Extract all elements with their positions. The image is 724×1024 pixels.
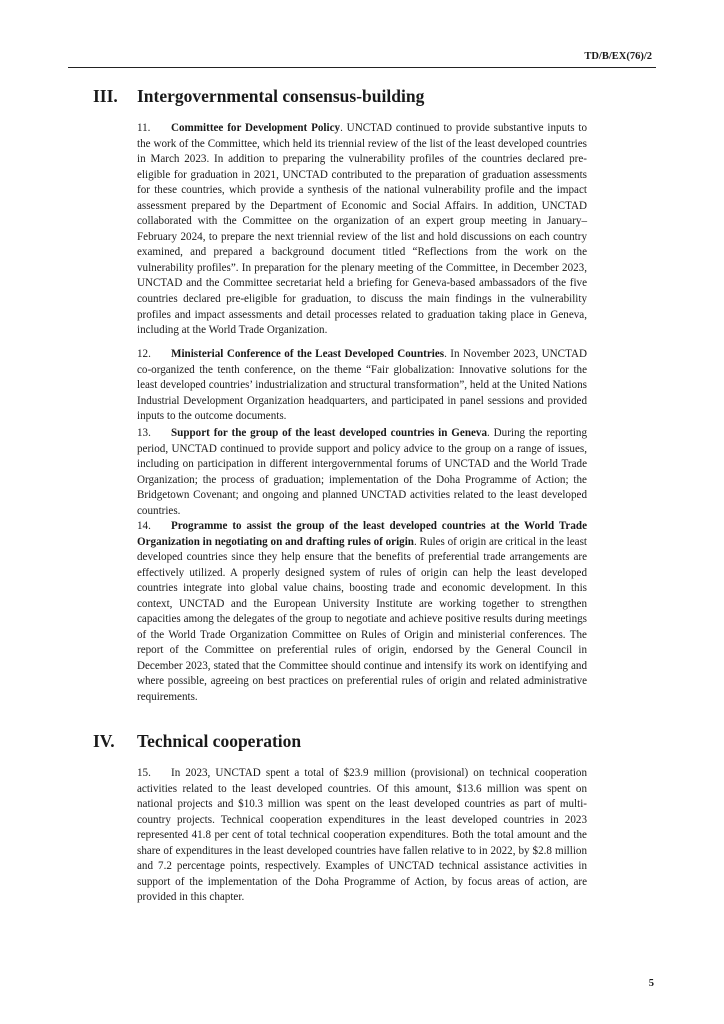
paragraph-heading: Committee for Development Policy [171, 122, 341, 134]
paragraph-number: 14. [137, 520, 151, 532]
document-symbol: TD/B/EX(76)/2 [584, 51, 652, 62]
paragraph-text: . During the reporting period, UNCTAD continued to provide support and policy advice to the group on a range of issues, including on participation in different intergovernmental forums of UNCTAD and the World Trade Organization; the process of graduation; implementation of the Doha Programme of Action; the Bridgetown Covenant; and ongoing and planned UNCTAD activities related to the least developed countries. [137, 427, 587, 517]
section-number: III. [93, 86, 118, 106]
paragraph-number: 15. [137, 767, 151, 779]
paragraph-text: . UNCTAD continued to provide substantive inputs to the work of the Committee, which held its triennial review of the list of the least developed countries in March 2023. In addition to preparing the vulnerability profiles of the countries declared pre-eligible for graduation in 2021, UNCTAD contributed to the preparation of graduation assessments for these countries, which provide a synthesis of the national vulnerability profile and the impact assessment prepared by the Department of Economic and Social Affairs. In addition, UNCTAD collaborated with the Committee on the organization of an expert group meeting in January–February 2024, to prepare the next triennial review of the list and hold discussions on each country examined, and prepared a background document titled “Reflections from the work on the vulnerability profiles”. In preparation for the plenary meeting of the Committee, in December 2023, UNCTAD and the Committee secretariat held a briefing for Geneva-based ambassadors of the five countries declared pre-eligible for graduation, to discuss the main findings in the vulnerability profiles and impact assessments and detail processes related to graduation taking place in Geneva, including at the World Trade Organization. [137, 122, 588, 337]
paragraph-13 [137, 426, 587, 519]
paragraph-heading: Programme to assist the group of the least developed countries at the World Trade Organization in negotiating on and drafting rules of origin [137, 520, 587, 548]
section-heading-iii [93, 86, 424, 107]
page-number: 5 [648, 978, 654, 989]
paragraph-number: 11. [137, 122, 151, 134]
paragraph-15 [137, 766, 587, 906]
paragraph-number: 13. [137, 427, 151, 439]
section-title: Intergovernmental consensus-building [137, 86, 425, 106]
paragraph-heading: Support for the group of the least developed countries in Geneva [171, 427, 488, 439]
paragraph-14 [137, 519, 587, 706]
paragraph-11 [137, 121, 587, 339]
paragraph-12 [137, 347, 587, 425]
paragraph-text: In 2023, UNCTAD spent a total of $23.9 million (provisional) on technical cooperation activities related to the least developed countries. Of this amount, $13.6 million was spent on national projects and $10.3 million was spent on the least developed countries as part of multi-country projects. Technical cooperation expenditures in the least developed countries in 2023 represented 41.8 per cent of total technical cooperation expenditures. Both the total amount and the share of expenditures in the least developed countries have fallen relative to in 2022, by $2.8 million and 7.2 percentage points, respectively. Examples of UNCTAD technical assistance activities in support of the implementation of the Doha Programme of Action, by focus areas of action, are provided in this chapter. [137, 767, 587, 904]
section-number: IV. [93, 731, 115, 751]
paragraph-number: 12. [137, 348, 151, 360]
section-title: Technical cooperation [137, 731, 302, 751]
paragraph-heading: Ministerial Conference of the Least Developed Countries [171, 348, 445, 360]
header-rule [68, 67, 656, 68]
paragraph-text: . Rules of origin are critical in the least developed countries since they help ensure that the benefits of preferential trade arrangements are effectively utilized. A properly designed system of rules of origin can help the least developed countries integrate into global value chains, boosting trade and economic development. In this context, UNCTAD and the European University Institute are working together to strengthen capacities among the delegates of the group to negotiate and achieve positive results during meetings of the World Trade Organization Committee on Rules of Origin and ministerial conferences. The report of the Committee on preferential rules of origin, endorsed by the General Council in December 2023, stated that the Committee should continue and intensify its work on identifying and where possible, agreeing on best practices on preferential rules of origin and related administrative requirements. [137, 535, 587, 704]
paragraph-text: . In November 2023, UNCTAD co-organized the tenth conference, on the theme “Fair globalization: Innovative solutions for the least developed countries’ industrialization and structural transformation”, held at the United Nations Industrial Development Organization headquarters, and participated in panel sessions and provided inputs to the outcome documents. [137, 348, 587, 423]
section-heading-iv [93, 731, 301, 752]
